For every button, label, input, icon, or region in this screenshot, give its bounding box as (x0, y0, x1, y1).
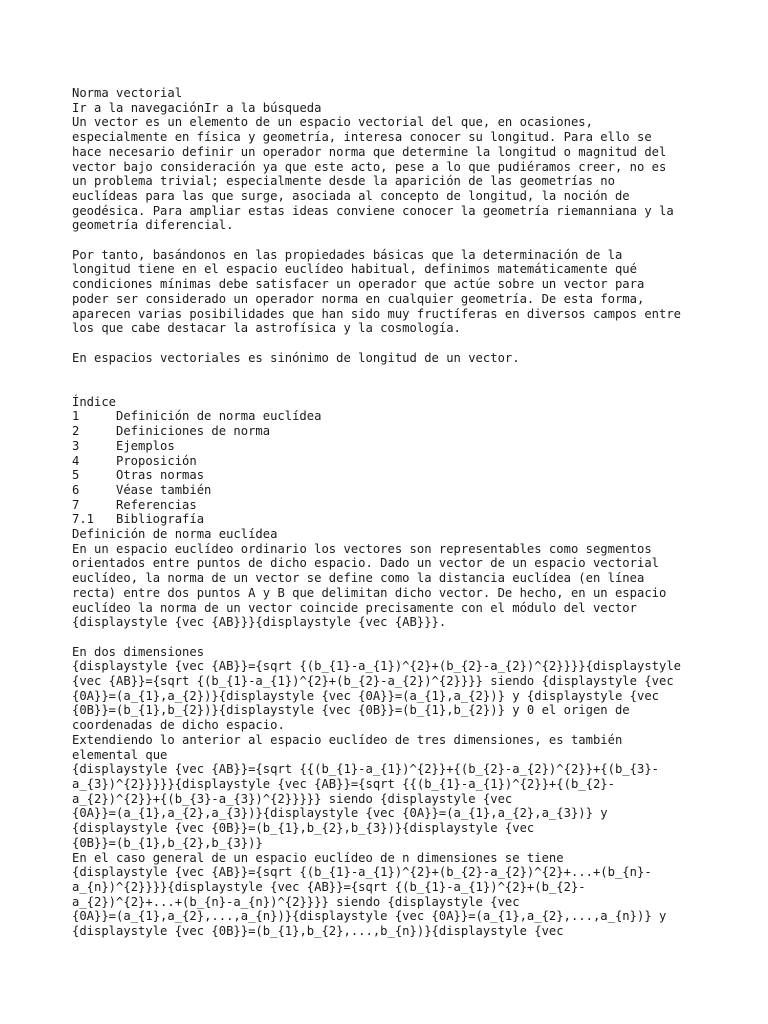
text-line: especialmente en física y geometría, interesa conocer su longitud. Para ello se (72, 130, 652, 145)
formula-line: {0B}}=(b_{1},b_{2})}{displaystyle {vec {0B}}=(b_{1},b_{2})} y 0 el origen de (72, 703, 630, 718)
formula-line: {displaystyle {vec {AB}}={sqrt {(b_{1}-a_{1})^{2}+(b_{2}-a_{2})^{2}}}}{displaystyle (72, 659, 682, 674)
formula-line: {vec {AB}}={sqrt {(b_{1}-a_{1})^{2}+(b_{2}-a_{2})^{2}}}} siendo {displaystyle {vec (72, 674, 674, 689)
table-of-contents (72, 395, 712, 527)
formula-line: {displaystyle {vec {0B}}=(b_{1},b_{2},...,b_{n})}{displaystyle {vec (72, 924, 564, 939)
toc-item-label[interactable]: Referencias (116, 497, 197, 512)
toc-item-label[interactable]: Véase también (116, 482, 212, 497)
toc-item[interactable] (72, 512, 712, 527)
second-paragraph (72, 248, 712, 336)
toc-item[interactable] (72, 468, 712, 483)
text-line: aparecen varias posibilidades que han sido muy fructíferas en diversos campos entre (72, 306, 682, 321)
text-line: geometría diferencial. (72, 218, 234, 233)
text-line: Por tanto, basándonos en las propiedades básicas que la determinación de la (72, 247, 623, 262)
spacer (72, 630, 712, 645)
text-line: {displaystyle {vec {AB}}}{displaystyle {vec {AB}}}. (72, 615, 447, 630)
formula-line: a_{n})^{2}}}}{displaystyle {vec {AB}}={sqrt {(b_{1}-a_{1})^{2}+(b_{2}- (72, 879, 586, 894)
formula-line: {displaystyle {vec {AB}}={sqrt {(b_{1}-a_{1})^{2}+(b_{2}-a_{2})^{2}+...+(b_{n}- (72, 865, 652, 880)
section-heading: Definición de norma euclídea (72, 527, 278, 542)
toc-item-label[interactable]: Ejemplos (116, 438, 175, 453)
text-line: euclídeo, la norma de un vector se define como la distancia euclídea (en línea (72, 571, 645, 586)
document-page (72, 86, 712, 939)
section-dos-dimensiones (72, 645, 712, 939)
formula-line: {0A}}=(a_{1},a_{2},a_{3})}{displaystyle {vec {0A}}=(a_{1},a_{2},a_{3})} y (72, 806, 608, 821)
text-line: condiciones mínimas debe satisfacer un operador que actúe sobre un vector para (72, 277, 645, 292)
toc-item-number: 4 (72, 453, 80, 468)
formula-line: {0A}}=(a_{1},a_{2})}{displaystyle {vec {0A}}=(a_{1},a_{2})} y {displaystyle {vec (72, 688, 659, 703)
toc-item-number: 7.1 (72, 512, 95, 527)
text-line: En el caso general de un espacio euclídeo de n dimensiones se tiene (72, 850, 564, 865)
toc-item[interactable] (72, 454, 712, 469)
formula-line: {0A}}=(a_{1},a_{2},...,a_{n})}{displaystyle {vec {0A}}=(a_{1},a_{2},...,a_{n})} y (72, 909, 667, 924)
toc-item-label[interactable]: Definición de norma euclídea (116, 409, 322, 424)
toc-item-label[interactable]: Definiciones de norma (116, 424, 271, 439)
spacer (72, 233, 712, 248)
text-line: orientados entre puntos de dicho espacio. Dado un vector de un espacio vectorial (72, 556, 659, 571)
formula-line: {displaystyle {vec {0B}}=(b_{1},b_{2},b_{3})}{displaystyle {vec (72, 821, 535, 836)
text-line: hace necesario definir un operador norma que determine la longitud o magnitud del (72, 144, 667, 159)
toc-item-number: 6 (72, 482, 80, 497)
toc-heading: Índice (72, 394, 117, 409)
text-line: euclídeo la norma de un vector coincide precisamente con el módulo del vector (72, 600, 637, 615)
toc-item[interactable] (72, 439, 712, 454)
intro-paragraph (72, 115, 712, 233)
toc-item[interactable] (72, 409, 712, 424)
toc-item-number: 3 (72, 438, 80, 453)
toc-item[interactable] (72, 498, 712, 513)
third-paragraph: En espacios vectoriales es sinónimo de longitud de un vector. (72, 350, 520, 365)
text-line: longitud tiene en el espacio euclídeo habitual, definimos matemáticamente qué (72, 262, 637, 277)
formula-line: a_{2})^{2}+...+(b_{n}-a_{n})^{2}}}} siendo {displaystyle {vec (72, 894, 520, 909)
spacer (72, 365, 712, 394)
page-title: Norma vectorial (72, 86, 183, 100)
formula-line: a_{3})^{2}}}}}{displaystyle {vec {AB}}={sqrt {{(b_{1}-a_{1})^{2}}+{(b_{2}- (72, 776, 615, 791)
text-line: En un espacio euclídeo ordinario los vectores son representables como segmentos (72, 541, 652, 556)
skip-links[interactable]: Ir a la navegaciónIr a la búsqueda (72, 100, 322, 115)
toc-item[interactable] (72, 424, 712, 439)
section-heading: En dos dimensiones (72, 644, 205, 659)
toc-item-number: 7 (72, 497, 80, 512)
toc-item-number: 2 (72, 424, 80, 439)
formula-line: {0B}}=(b_{1},b_{2},b_{3})} (72, 835, 263, 850)
toc-item-number: 5 (72, 468, 80, 483)
text-line: euclídeas para las que surge, asociada al concepto de longitud, la noción de (72, 188, 630, 203)
text-line: poder ser considerado un operador norma en cualquier geometría. De esta forma, (72, 291, 645, 306)
text-line: recta) entre dos puntos A y B que delimitan dicho vector. De hecho, en un espacio (72, 585, 667, 600)
text-line: Extendiendo lo anterior al espacio euclídeo de tres dimensiones, es también (72, 732, 623, 747)
toc-item-label[interactable]: Bibliografía (116, 512, 205, 527)
spacer (72, 336, 712, 351)
toc-item-label[interactable]: Proposición (116, 453, 197, 468)
toc-item-label[interactable]: Otras normas (116, 468, 205, 483)
section-norma-euclidea (72, 527, 712, 630)
toc-item-number: 1 (72, 409, 80, 424)
text-line: Un vector es un elemento de un espacio vectorial del que, en ocasiones, (72, 115, 593, 130)
toc-item[interactable] (72, 483, 712, 498)
text-line: los que cabe destacar la astrofísica y la cosmología. (72, 321, 461, 336)
text-line: coordenadas de dicho espacio. (72, 718, 285, 733)
text-line: geodésica. Para ampliar estas ideas conviene conocer la geometría riemanniana y la (72, 203, 674, 218)
formula-line: a_{2})^{2}}+{(b_{3}-a_{3})^{2}}}}} siendo {displaystyle {vec (72, 791, 513, 806)
formula-line: {displaystyle {vec {AB}}={sqrt {{(b_{1}-a_{1})^{2}}+{(b_{2}-a_{2})^{2}}+{(b_{3}- (72, 762, 659, 777)
text-line: un problema trivial; especialmente desde la aparición de las geometrías no (72, 174, 615, 189)
text-line: vector bajo consideración ya que este acto, pese a lo que pudiéramos creer, no es (72, 159, 667, 174)
text-line: elemental que (72, 747, 168, 762)
